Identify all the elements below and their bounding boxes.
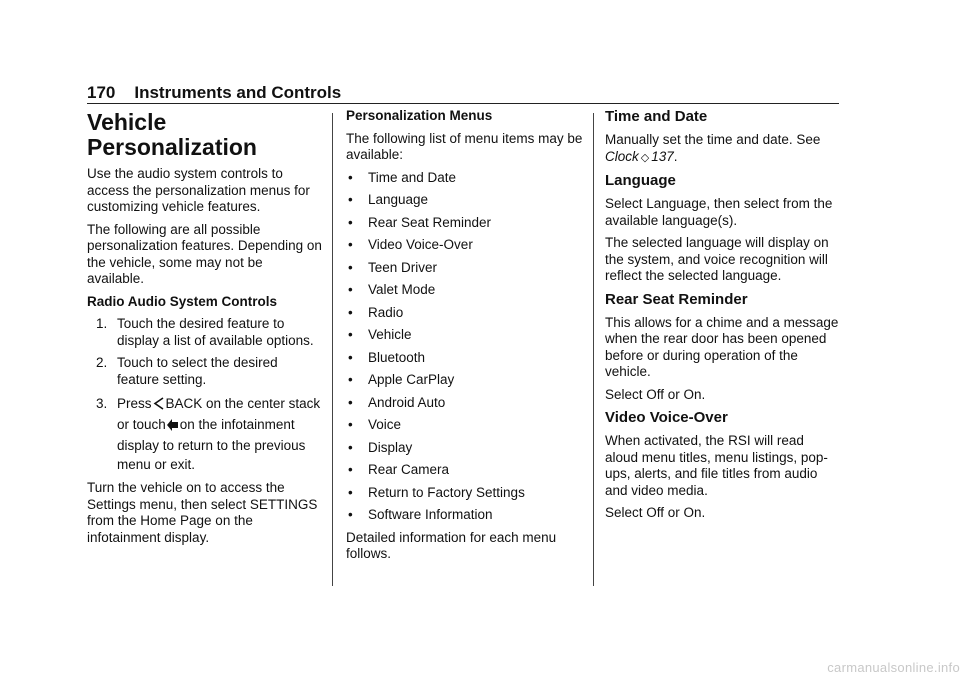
bullet: •: [348, 282, 353, 297]
video-voice-p2: Select Off or On.: [605, 505, 706, 520]
rear-seat-p1: This allows for a chime and a message when the rear door has been opened before or during operation of the vehicle.: [605, 314, 839, 379]
bullet: •: [348, 417, 353, 432]
language-heading: Language: [605, 172, 676, 189]
clock-reference-link[interactable]: [605, 149, 674, 164]
column-divider-left: [332, 113, 333, 586]
menu-item-label: Valet Mode: [368, 282, 436, 297]
steps-list: [87, 316, 322, 474]
menu-item-label: Rear Camera: [368, 462, 450, 477]
rear-seat-p2: Select Off or On.: [605, 386, 706, 402]
watermark: carmanualsonline.info: [827, 660, 960, 675]
menu-list-item: [346, 417, 584, 434]
menu-item-label: Rear Seat Reminder: [368, 214, 492, 230]
step-text: Touch the desired feature to display a list of available options.: [117, 316, 314, 348]
clock-link-label: Clock: [605, 148, 639, 164]
step-number: 1.: [96, 316, 108, 331]
radio-controls-subhead: Radio Audio System Controls: [87, 293, 278, 309]
menu-list-item: [346, 485, 584, 502]
bullet: •: [348, 462, 353, 477]
bullet: •: [348, 214, 353, 230]
menu-item-label: Language: [368, 192, 429, 207]
intro-paragraph: Use the audio system controls to access the personalization menus for customizing vehicle features.: [87, 166, 310, 214]
step-number: 3.: [96, 396, 108, 411]
bullet: •: [348, 372, 353, 387]
menu-list-item: [346, 440, 584, 457]
page-reference-icon: ◇: [640, 151, 650, 164]
language-p1: Select Language, then select from the available language(s).: [605, 196, 833, 228]
menu-list-item: [346, 462, 584, 479]
menu-list-item: [346, 192, 584, 209]
section-title: Instruments and Controls: [134, 83, 342, 102]
bullet: •: [348, 327, 353, 342]
personalization-menus-subhead: Personalization Menus: [346, 108, 493, 123]
menu-list-item: [346, 282, 584, 299]
bullet: •: [348, 304, 353, 320]
step-number: 2.: [96, 355, 108, 370]
menu-item-label: Video Voice-Over: [368, 237, 473, 252]
menu-list-item: [346, 237, 584, 254]
bullet: •: [348, 169, 353, 185]
step-item: [87, 355, 322, 388]
bullet: •: [348, 192, 353, 207]
menu-list-item: [346, 305, 584, 322]
menu-list-item: [346, 215, 584, 232]
bullet: •: [348, 259, 353, 275]
bullet: •: [348, 439, 353, 455]
step-text: Touch to select the desired feature setting.: [117, 355, 278, 387]
time-date-body: Manually set the time and date. See: [605, 132, 821, 147]
return-arrow-icon: [167, 417, 179, 436]
language-p2: The selected language will display on the system, and voice recognition will reflect the selected language.: [605, 235, 829, 283]
menu-list-item: [346, 350, 584, 367]
menu-list-item: [346, 260, 584, 277]
menu-item-label: Display: [368, 439, 413, 455]
menu-list-item: [346, 170, 584, 187]
page-header: [87, 83, 839, 104]
page-title: [87, 110, 322, 160]
menu-list-item: [346, 507, 584, 524]
menu-item-label: Return to Factory Settings: [368, 484, 525, 500]
bullet: •: [348, 507, 353, 522]
menu-item-label: Time and Date: [368, 169, 457, 185]
menu-closing: Detailed information for each menu follows.: [346, 529, 557, 561]
bullet: •: [348, 349, 353, 365]
menu-item-label: Bluetooth: [368, 349, 426, 365]
menu-items-list: [346, 170, 584, 524]
menu-item-label: Android Auto: [368, 394, 446, 410]
menu-item-label: Voice: [368, 417, 402, 432]
bullet: •: [348, 237, 353, 252]
menu-list-item: [346, 372, 584, 389]
back-button-icon: [153, 396, 165, 415]
bullet: •: [348, 484, 353, 500]
page-number: 170: [87, 83, 116, 102]
bullet: •: [348, 394, 353, 410]
menu-list-item: [346, 395, 584, 412]
step-text: Press: [117, 396, 152, 411]
menu-item-label: Vehicle: [368, 327, 412, 342]
column-1: [87, 108, 322, 552]
clock-page-ref: 137: [651, 148, 674, 164]
menu-intro: The following list of menu items may be available:: [346, 130, 583, 162]
step-text: BACK on the center stack or touch: [117, 396, 321, 432]
title-line-1: Vehicle: [87, 109, 167, 135]
step-item: [87, 394, 322, 474]
column-divider-right: [593, 113, 594, 586]
menu-list-item: [346, 327, 584, 344]
title-line-2: Personalization: [87, 134, 257, 160]
rear-seat-heading: Rear Seat Reminder: [605, 290, 748, 308]
menu-item-label: Teen Driver: [368, 259, 438, 275]
video-voice-heading: Video Voice-Over: [605, 409, 728, 426]
column-2: [346, 108, 584, 569]
menu-item-label: Radio: [368, 304, 404, 320]
step-item: [87, 316, 322, 349]
time-date-text: [605, 132, 840, 166]
menu-item-label: Apple CarPlay: [368, 372, 455, 387]
time-date-heading: Time and Date: [605, 108, 708, 125]
menu-item-label: Software Information: [368, 507, 493, 522]
column-3: [605, 108, 840, 528]
closing-paragraph: Turn the vehicle on to access the Settings menu, then select SETTINGS from the Home Page on the infotainment display.: [87, 480, 318, 545]
sentence-end: .: [673, 148, 678, 164]
video-voice-p1: When activated, the RSI will read aloud menu titles, menu listings, pop-ups, alerts, and file titles from audio and video media.: [605, 433, 828, 498]
step-text: on the infotainment display to return to the previous menu or exit.: [117, 417, 306, 472]
features-paragraph: The following are all possible personalization features. Depending on the vehicle, some may not be available.: [87, 221, 322, 286]
